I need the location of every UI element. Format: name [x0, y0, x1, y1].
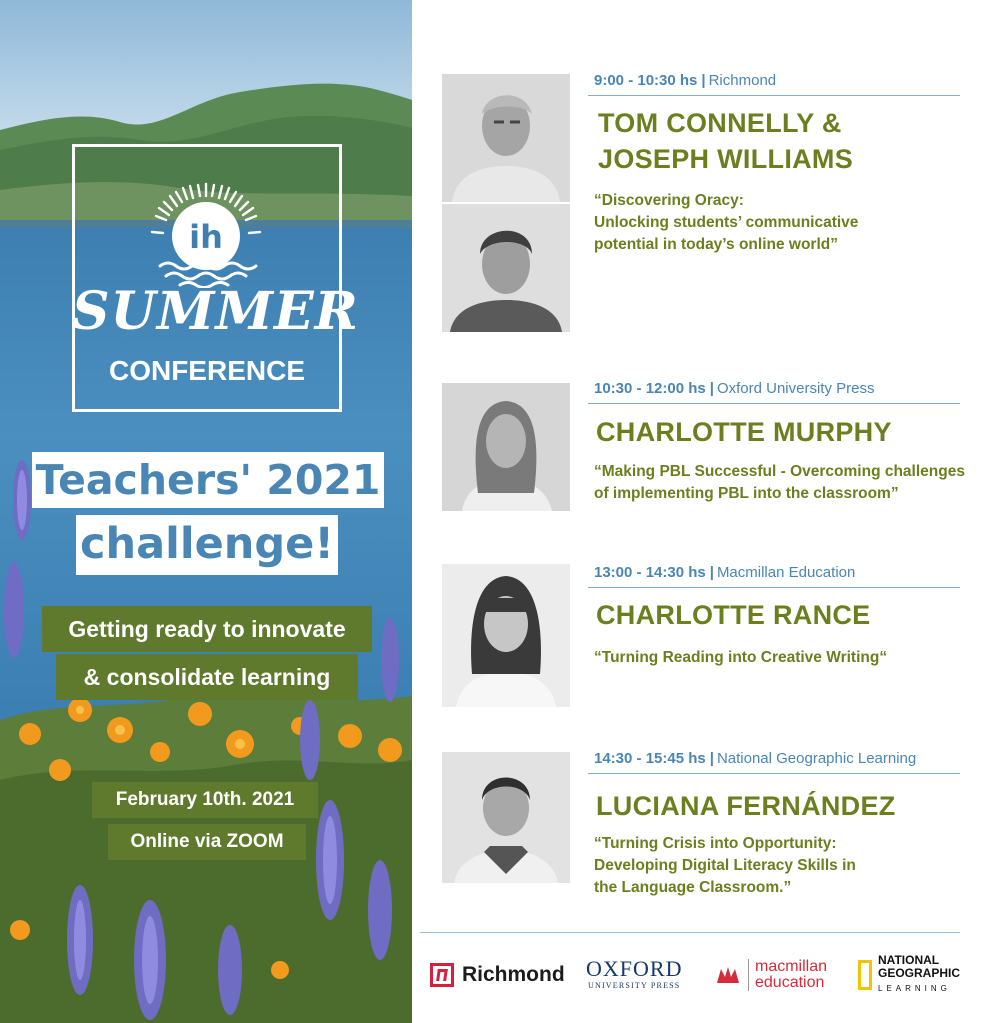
- session-1-publisher: Richmond: [708, 72, 777, 89]
- natgeo-logo-line3: LEARNING: [878, 984, 951, 993]
- national-geographic-logo: [858, 950, 960, 1000]
- session-3-divider: [588, 587, 960, 588]
- separator: |: [709, 564, 714, 581]
- session-4-time: [594, 750, 916, 767]
- macmillan-mark-icon: [716, 965, 740, 985]
- poster-panel: [0, 0, 412, 1023]
- speaker-photo-luciana-fernandez: [442, 752, 570, 883]
- oxford-logo-text: OXFORD: [586, 956, 683, 981]
- session-1-talk-title: “Discovering Oracy: Unlocking students’ communicative potential in today’s online world”: [594, 192, 859, 253]
- session-4-talk-title: “Turning Crisis into Opportunity: Developing Digital Literacy Skills in the Language Classroom.”: [594, 835, 856, 896]
- macmillan-logo-subtext: education: [755, 974, 825, 991]
- session-2-divider: [588, 403, 960, 404]
- event-location: Online via ZOOM: [108, 824, 306, 860]
- separator: |: [709, 380, 714, 397]
- session-3-time: [594, 564, 855, 581]
- session-1-time-range: 9:00 - 10:30 hs: [594, 72, 698, 89]
- session-4-publisher: National Geographic Learning: [716, 750, 917, 767]
- session-1-divider: [588, 95, 960, 96]
- speaker-photo-charlotte-murphy: [442, 383, 570, 511]
- natgeo-logo-line2: GEOGRAPHIC: [878, 966, 961, 980]
- session-3-speaker: CHARLOTTE RANCE: [596, 600, 871, 630]
- logo-summer-text: SUMMER: [72, 281, 359, 342]
- headline-line2: challenge!: [76, 515, 338, 575]
- session-1-speaker-line2: JOSEPH WILLIAMS: [598, 144, 854, 174]
- separator: |: [701, 72, 706, 89]
- natgeo-logo-line1: NATIONAL: [878, 953, 940, 967]
- event-date: February 10th. 2021: [92, 782, 318, 818]
- footer-divider: [420, 932, 960, 933]
- speaker-photo-tom-connelly: [442, 74, 570, 202]
- headline-line1: Teachers' 2021: [32, 452, 384, 508]
- session-3-publisher: Macmillan Education: [716, 564, 856, 581]
- macmillan-logo-text: macmillan: [755, 958, 828, 975]
- macmillan-logo-text-block: [748, 959, 827, 991]
- tagline-line1: Getting ready to innovate: [42, 606, 372, 652]
- session-2-talk-title: “Making PBL Successful - Overcoming challenges of implementing PBL into the classroom”: [594, 463, 965, 502]
- sun-logo-icon: [150, 180, 262, 288]
- session-1-time: [594, 72, 776, 89]
- oxford-logo-subtext: UNIVERSITY PRESS: [587, 981, 681, 990]
- richmond-logo-text: Richmond: [462, 963, 565, 986]
- session-3-talk-title: “Turning Reading into Creative Writing“: [594, 649, 888, 666]
- logo-brand-text: ih: [189, 218, 223, 256]
- session-4-speaker: LUCIANA FERNÁNDEZ: [596, 791, 896, 821]
- session-2-publisher: Oxford University Press: [716, 380, 875, 397]
- separator: |: [709, 750, 714, 767]
- macmillan-logo: [716, 950, 827, 1000]
- richmond-logo: [430, 950, 565, 1000]
- speaker-photo-joseph-williams: [442, 204, 570, 332]
- tagline-line2: & consolidate learning: [56, 654, 358, 700]
- session-2-time: [594, 380, 874, 397]
- session-1-speaker-line1: TOM CONNELLY &: [598, 108, 842, 138]
- richmond-mark-icon: [430, 963, 454, 987]
- session-3-time-range: 13:00 - 14:30 hs: [594, 564, 706, 581]
- oxford-logo: [586, 950, 682, 1000]
- yellow-border-icon: [858, 960, 872, 990]
- session-4-divider: [588, 773, 960, 774]
- session-2-time-range: 10:30 - 12:00 hs: [594, 380, 706, 397]
- session-4-time-range: 14:30 - 15:45 hs: [594, 750, 706, 767]
- speaker-photo-charlotte-rance: [442, 564, 570, 707]
- natgeo-logo-text-block: [878, 954, 960, 996]
- session-2-speaker: CHARLOTTE MURPHY: [596, 417, 892, 447]
- logo-conference-text: CONFERENCE: [108, 355, 305, 386]
